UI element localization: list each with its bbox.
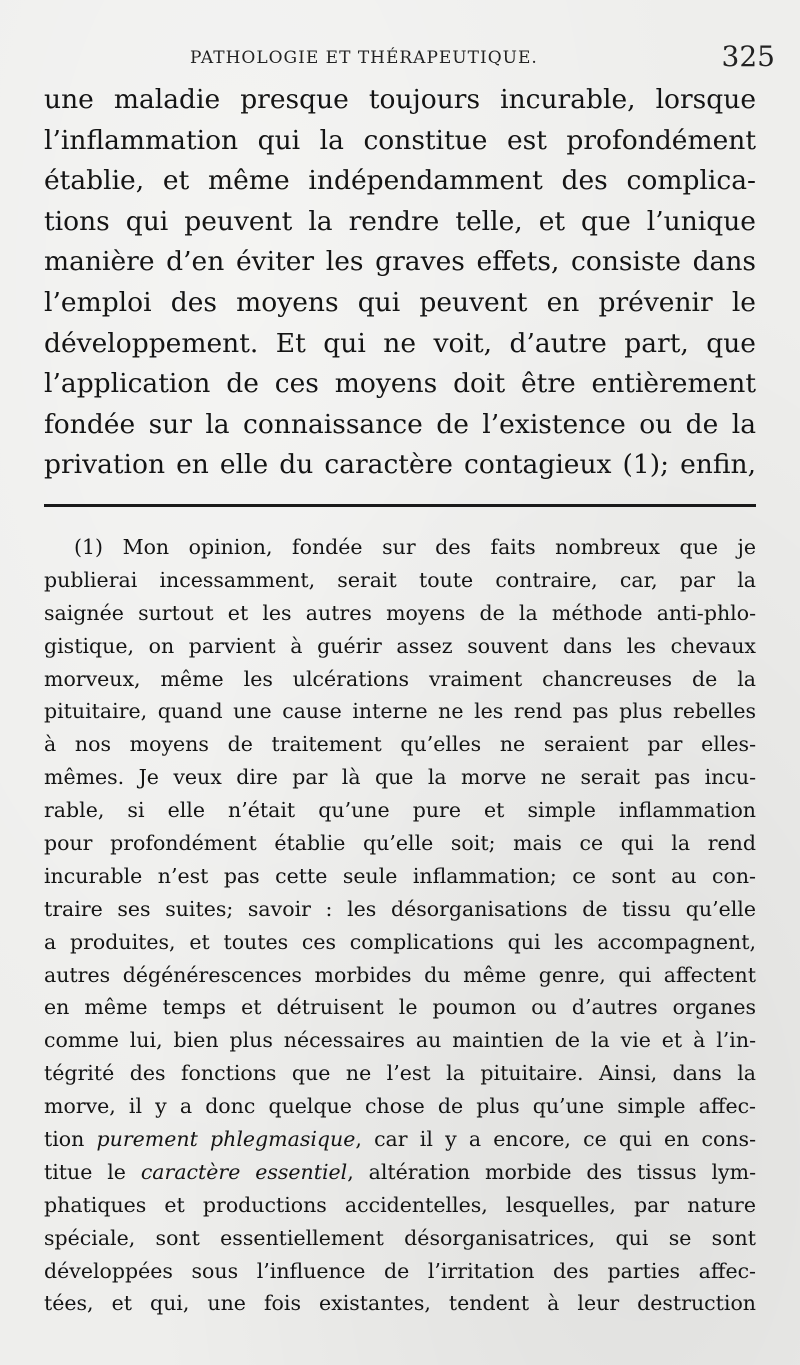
text-line: manière d’en éviter les graves effets, consiste dans — [44, 246, 756, 278]
footnote-line: gistique, on parvient à guérir assez souvent dans les chevaux — [44, 633, 756, 658]
footnote-line: (1) Mon opinion, fondée sur des faits nombreux que je — [74, 535, 756, 559]
text-line: tions qui peuvent la rendre telle, et que l’unique — [44, 205, 756, 237]
footnote-line: tées, et qui, une fois existantes, tendent à leur destruction — [44, 1291, 756, 1316]
footnote-line: comme lui, bien plus nécessaires au maintien de la vie et à l’in- — [44, 1028, 756, 1053]
footnote-line — [44, 1156, 756, 1189]
footnote-line: traire ses suites; savoir : les désorganisations de tissu qu’elle — [44, 896, 756, 921]
footnote-line: phatiques et productions accidentelles, lesquelles, par nature — [44, 1192, 756, 1217]
text-line: l’inflammation qui la constitue est profondément — [44, 124, 756, 156]
main-text — [44, 80, 756, 486]
text-line: développement. Et qui ne voit, d’autre part, que — [44, 327, 756, 359]
footnote-line: développées sous l’influence de l’irritation des parties affec- — [44, 1258, 756, 1283]
text-segment: , altération morbide des tissus lym- — [347, 1159, 756, 1184]
text-line: privation en elle du caractère contagieux (1); enfin, — [44, 449, 756, 481]
text-line: l’emploi des moyens qui peuvent en prévenir le — [44, 286, 756, 318]
footnote-line: a produites, et toutes ces complications qui les accompagnent, — [44, 929, 756, 954]
text-segment: , car il y a encore, ce qui en cons- — [355, 1127, 756, 1152]
running-header — [190, 40, 775, 76]
italic-segment: purement phlegmasique — [96, 1127, 356, 1152]
footnote-line: spéciale, sont essentiellement désorganisatrices, qui se sont — [44, 1225, 756, 1250]
text-line: l’application de ces moyens doit être entièrement — [44, 368, 756, 400]
running-title: PATHOLOGIE ET THÉRAPEUTIQUE. — [190, 48, 538, 68]
footnote-line: incurable n’est pas cette seule inflammation; ce sont au con- — [44, 863, 756, 888]
footnote-line: saignée surtout et les autres moyens de la méthode anti-phlo- — [44, 600, 756, 625]
footnote-line: pour profondément établie qu’elle soit; mais ce qui la rend — [44, 831, 756, 856]
footnote-line: publierai incessamment, serait toute contraire, car, par la — [44, 567, 756, 592]
footnote-line: tégrité des fonctions que ne l’est la pituitaire. Ainsi, dans la — [44, 1061, 756, 1086]
footnote-line — [44, 1123, 756, 1156]
footnote-line: morveux, même les ulcérations vraiment chancreuses de la — [44, 666, 756, 691]
footnote-line: pituitaire, quand une cause interne ne les rend pas plus rebelles — [44, 699, 756, 724]
footnote-line: autres dégénérescences morbides du même genre, qui affectent — [44, 962, 756, 987]
footnote-line: rable, si elle n’était qu’une pure et simple inflammation — [44, 798, 756, 823]
page-number: 325 — [721, 40, 775, 73]
footnote-line: mêmes. Je veux dire par là que la morve ne serait pas incu- — [44, 765, 756, 790]
footnote-divider — [44, 504, 756, 507]
text-segment: titue le — [44, 1159, 141, 1184]
footnote-line: à nos moyens de traitement qu’elles ne seraient par elles- — [44, 732, 756, 757]
italic-segment: caractère essentiel — [140, 1159, 348, 1184]
text-segment: tion — [44, 1127, 97, 1152]
footnote-line: morve, il y a donc quelque chose de plus qu’une simple affec- — [44, 1094, 756, 1119]
footnote — [44, 531, 756, 1320]
text-line: une maladie presque toujours incurable, lorsque — [44, 84, 756, 115]
text-line: fondée sur la connaissance de l’existence ou de la — [44, 408, 756, 440]
footnote-line: en même temps et détruisent le poumon ou d’autres organes — [44, 995, 756, 1020]
text-line: établie, et même indépendamment des complica- — [44, 165, 756, 197]
